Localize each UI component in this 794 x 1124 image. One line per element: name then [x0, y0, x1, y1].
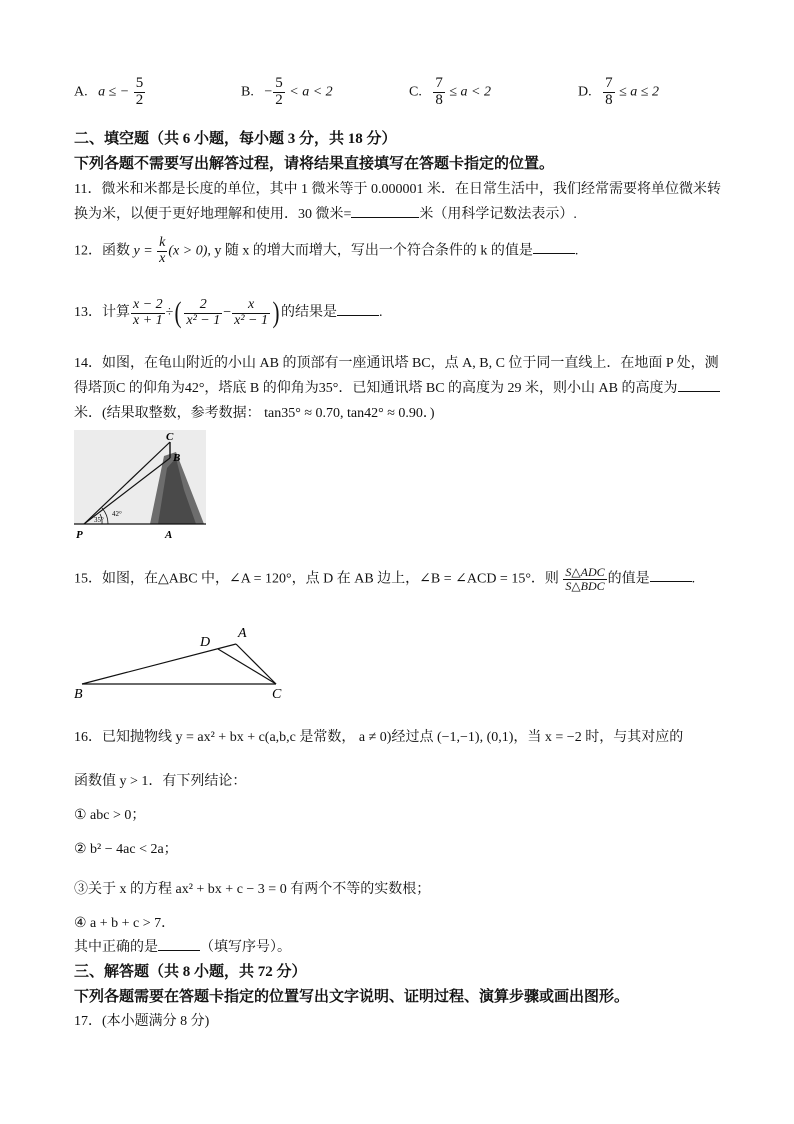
question-12: 12．函数 y = $\frac{k}{x}$ (x > 0), y 随 x 的增大而增大，写出一个符合条件的 k 的值是 . — [74, 235, 579, 266]
conclusion-4: ④ a + b + c > 7． — [74, 916, 176, 931]
section-title: 三、解答题（共 8 小题，共 72 分） — [74, 964, 307, 980]
point-a-label: A — [238, 626, 247, 641]
question-16-answer: 其中正确的是 （填写序号）。 — [74, 940, 291, 955]
point-c-label: C — [272, 687, 282, 702]
choice-d-fraction: $\frac{7}{8}$ — [605, 75, 613, 108]
point-d-label: D — [200, 635, 211, 650]
question-11-line1: 11．微米和米都是长度的单位，其中 1 微米等于 0.000001 米．在日常生活中，我们经常需要将单位微米转 — [74, 182, 721, 197]
point-b-label: B — [74, 687, 83, 702]
section-instruction: 下列各题需要在答题卡指定的位置写出文字说明、证明过程、演算步骤或画出图形。 — [74, 989, 630, 1005]
point-c-label: C — [166, 431, 174, 443]
choice-b: B. − $\frac{5}{2}$ < a < 2 — [241, 75, 333, 108]
question-11-line2: 换为米，以便于更好地理解和使用．30 微米= 米（用科学记数法表示）. — [74, 207, 577, 222]
question-14-line3: 米．(结果取整数，参考数据： tan35° ≈ 0.70, tan42° ≈ 0.90．) — [74, 406, 435, 421]
question-16-line1: 16．已知抛物线 y = ax² + bx + c(a,b,c 是常数， a ≠ 0)经过点 (−1,−1), (0,1)，当 x = −2 时，与其对应的 — [74, 730, 684, 745]
question-13: 13．计算 $\frac{x - 2}{x + 1}$ ÷( $\frac{2}{\text{x² − 1}}$ − $\frac{x}{\text{x² − 1}}$ ) 的结果是 . — [74, 296, 383, 329]
angle-35-label: 35° — [94, 516, 104, 524]
point-b-label: B — [173, 452, 181, 464]
choice-d: D. $\frac{7}{8}$ ≤ a ≤ 2 — [578, 75, 659, 108]
question-13-fraction-2: $\frac{2}{\text{x² − 1}}$ — [186, 296, 221, 328]
question-12-fraction: $\frac{k}{x}$ — [159, 235, 166, 266]
question-17: 17．(本小题满分 8 分) — [74, 1014, 210, 1029]
answer-blank — [650, 569, 692, 582]
choice-a: A. a ≤ − $\frac{5}{2}$ — [74, 75, 144, 108]
section-instruction: 下列各题不需要写出解答过程，请将结果直接填写在答题卡指定的位置。 — [74, 156, 555, 172]
conclusion-2: ② b² − 4ac < 2a； — [74, 842, 178, 857]
conclusion-3: ③关于 x 的方程 ax² + bx + c − 3 = 0 有两个不等的实数根； — [74, 882, 431, 897]
answer-blank — [678, 379, 720, 392]
question-15-fraction: $\frac{\text{S△ADC}}{\text{S△BDC}}$ — [565, 565, 605, 593]
choice-b-fraction: $\frac{5}{2}$ — [275, 75, 283, 108]
angle-42-label: 42° — [112, 510, 122, 518]
question-14-line2: 得塔顶C 的仰角为42°，塔底 B 的仰角为35°．已知通讯塔 BC 的高度为 29 米，则小山 AB 的高度为 — [74, 377, 720, 397]
triangle-figure — [70, 622, 294, 702]
point-p-label: P — [76, 529, 83, 541]
conclusion-1: ① abc > 0； — [74, 808, 146, 823]
choice-c: C. $\frac{7}{8}$ ≤ a < 2 — [409, 75, 491, 108]
question-13-fraction-1: $\frac{x - 2}{x + 1}$ — [133, 296, 163, 328]
question-13-fraction-3: $\frac{x}{\text{x² − 1}}$ — [234, 296, 268, 328]
answer-blank — [533, 241, 575, 254]
question-15: 15．如图，在△ABC 中，∠A = 120°，点 D 在 AB 边上，∠B = ∠ACD = 15°．则 $\frac{\text{S△ADC}}{\text{S△BDC}}$ 的值是 . — [74, 565, 696, 593]
answer-blank — [337, 303, 379, 316]
point-a-label: A — [165, 529, 173, 541]
choice-a-fraction: $\frac{5}{2}$ — [135, 75, 144, 108]
answer-blank — [158, 938, 200, 951]
question-16-line2: 函数值 y > 1．有下列结论： — [74, 774, 247, 789]
choice-c-fraction: $\frac{7}{8}$ — [435, 75, 443, 108]
mountain-tower-figure — [72, 428, 208, 544]
section-title: 二、填空题（共 6 小题，每小题 3 分，共 18 分） — [74, 131, 397, 147]
question-14-line1: 14．如图，在龟山附近的小山 AB 的顶部有一座通讯塔 BC，点 A, B, C 位于同一直线上．在地面 P 处，测 — [74, 356, 719, 371]
answer-blank — [351, 205, 419, 218]
